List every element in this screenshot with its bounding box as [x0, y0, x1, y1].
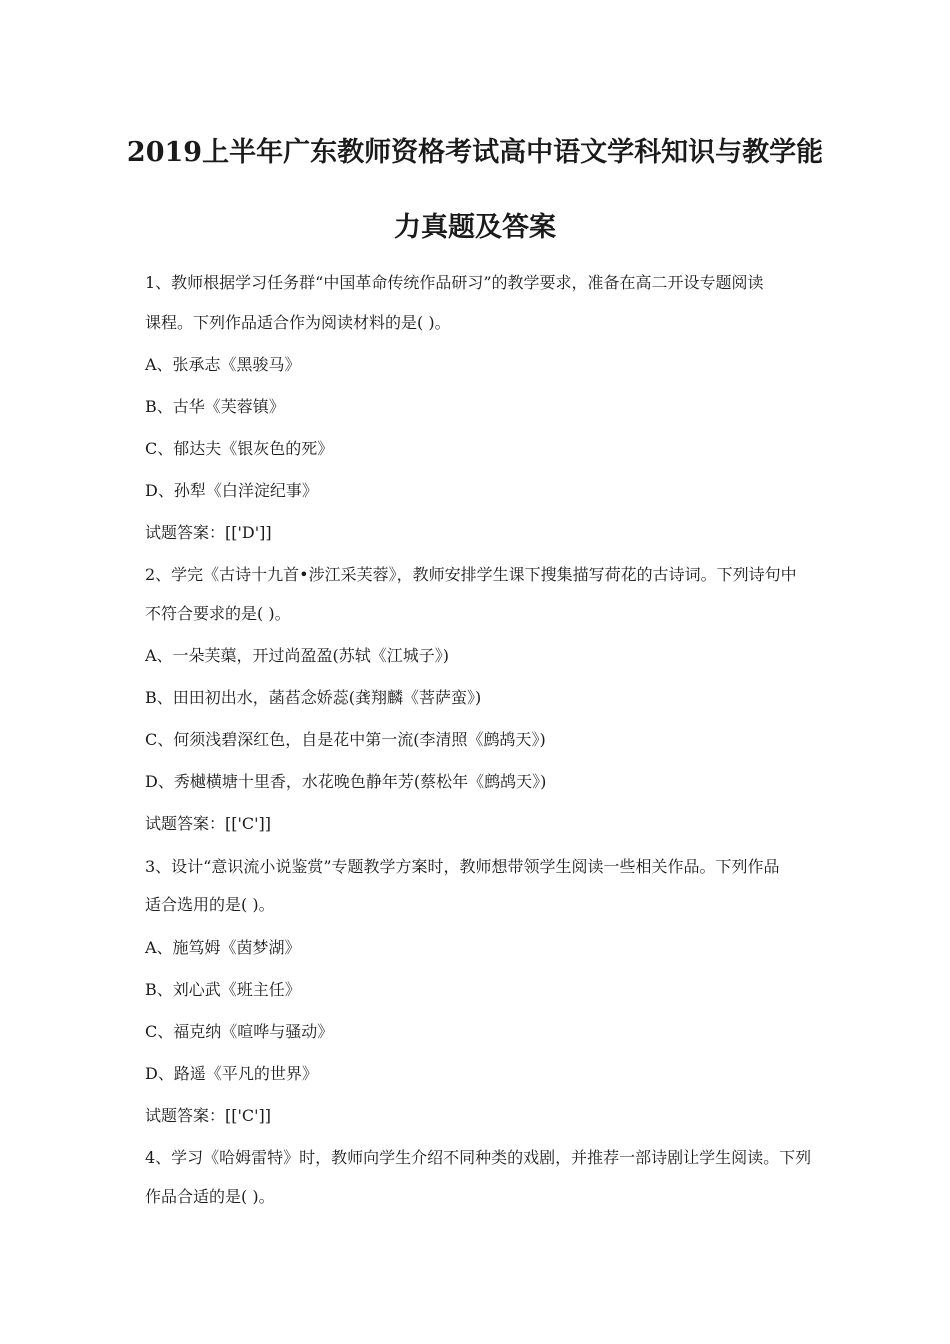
question-2-option-a: A、一朵芙蕖，开过尚盈盈(苏轼《江城子》): [145, 646, 450, 665]
question-1-option-c: C、郁达夫《银灰色的死》: [145, 439, 334, 458]
question-2-option-c: C、何须浅碧深红色，自是花中第一流(李清照《鹧鸪天》): [145, 730, 546, 749]
question-3-stem-line-1: 3、设计“意识流小说鉴赏”专题教学方案时，教师想带领学生阅读一些相关作品。下列作品: [145, 857, 780, 876]
document-title-line-2: 力真题及答案: [394, 212, 556, 243]
question-3-stem-line-2: 适合选用的是( )。: [145, 895, 275, 914]
question-2-option-d: D、秀樾横塘十里香，水花晚色静年芳(蔡松年《鹧鸪天》): [145, 772, 547, 791]
question-3-option-d: D、路遥《平凡的世界》: [145, 1064, 318, 1083]
question-2-answer: 试题答案：[['C']]: [145, 814, 272, 833]
question-1-option-d: D、孙犁《白洋淀纪事》: [145, 481, 318, 500]
question-3-option-c: C、福克纳《喧哗与骚动》: [145, 1022, 334, 1041]
question-1-answer: 试题答案：[['D']]: [145, 523, 272, 542]
question-3-option-b: B、刘心武《班主任》: [145, 980, 301, 999]
question-2-option-b: B、田田初出水，菡萏念娇蕊(龚翔麟《菩萨蛮》): [145, 688, 482, 707]
question-4-stem-line-2: 作品合适的是( )。: [145, 1187, 275, 1206]
question-3-answer: 试题答案：[['C']]: [145, 1106, 272, 1125]
question-1-stem-line-2: 课程。下列作品适合作为阅读材料的是( )。: [145, 313, 451, 332]
question-3-option-a: A、施笃姆《茵梦湖》: [145, 938, 301, 957]
question-1-stem-line-1: 1、教师根据学习任务群“中国革命传统作品研习”的教学要求，准备在高二开设专题阅读: [145, 273, 764, 292]
question-1-option-a: A、张承志《黑骏马》: [145, 355, 301, 374]
question-2-stem-line-2: 不符合要求的是( )。: [145, 604, 291, 623]
question-2-stem-line-1: 2、学完《古诗十九首•涉江采芙蓉》，教师安排学生课下搜集描写荷花的古诗词。下列诗句中: [145, 565, 797, 584]
question-1-option-b: B、古华《芙蓉镇》: [145, 397, 285, 416]
question-4-stem-line-1: 4、学习《哈姆雷特》时，教师向学生介绍不同种类的戏剧，并推荐一部诗剧让学生阅读。下列: [145, 1148, 812, 1167]
document-title-line-1: 2019上半年广东教师资格考试高中语文学科知识与教学能: [126, 137, 824, 168]
